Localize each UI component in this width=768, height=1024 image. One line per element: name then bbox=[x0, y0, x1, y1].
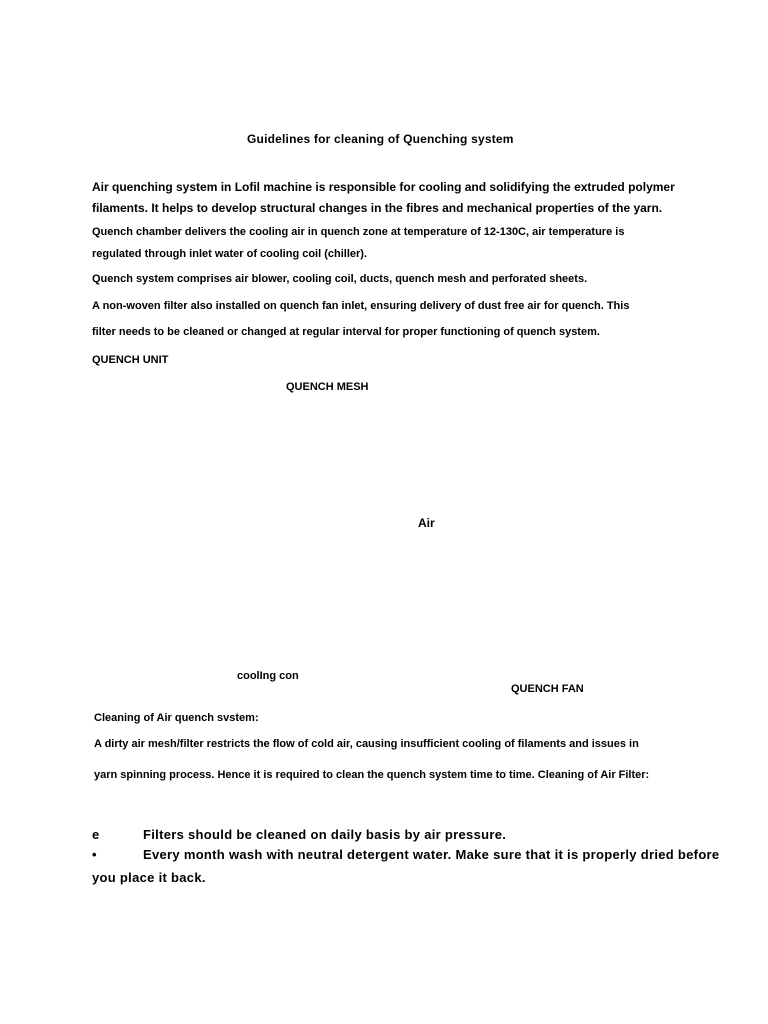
intro-line-1: Air quenching system in Lofil machine is responsible for cooling and solidifying the extruded polymer bbox=[92, 180, 675, 194]
bullet-text-2: Every month wash with neutral detergent water. Make sure that it is properly dried before bbox=[143, 847, 720, 862]
bullet-continuation: you place it back. bbox=[92, 870, 206, 885]
cleaning-line-2: yarn spinning process. Hence it is required to clean the quench system time to time. Cleaning of Air Filter: bbox=[94, 769, 650, 781]
document-title: Guidelines for cleaning of Quenching system bbox=[247, 132, 514, 146]
intro-line-5: Quench system comprises air blower, cooling coil, ducts, quench mesh and perforated sheets. bbox=[92, 273, 588, 285]
cleaning-line-1: A dirty air mesh/filter restricts the flow of cold air, causing insufficient cooling of filaments and issues in bbox=[94, 738, 639, 750]
cleaning-heading: Cleaning of Air quench svstem: bbox=[94, 712, 259, 724]
label-quench-unit: QUENCH UNIT bbox=[92, 354, 169, 366]
intro-line-7: filter needs to be cleaned or changed at regular interval for proper functioning of quench system. bbox=[92, 326, 600, 338]
label-cooling-coil: coolIng con bbox=[237, 670, 299, 682]
bullet-mark-2: • bbox=[92, 847, 97, 862]
bullet-mark-1: e bbox=[92, 827, 100, 842]
label-air: Air bbox=[418, 516, 435, 530]
intro-line-6: A non-woven filter also installed on quench fan inlet, ensuring delivery of dust free air for quench. This bbox=[92, 300, 630, 312]
label-quench-fan: QUENCH FAN bbox=[511, 683, 584, 695]
label-quench-mesh: QUENCH MESH bbox=[286, 381, 369, 393]
bullet-text-1: Filters should be cleaned on daily basis by air pressure. bbox=[143, 827, 507, 842]
intro-line-4: regulated through inlet water of cooling coil (chiller). bbox=[92, 248, 368, 260]
intro-line-2: filaments. It helps to develop structural changes in the fibres and mechanical properties of the yarn. bbox=[92, 201, 663, 215]
intro-line-3: Quench chamber delivers the cooling air in quench zone at temperature of 12-130C, air temperature is bbox=[92, 226, 625, 238]
